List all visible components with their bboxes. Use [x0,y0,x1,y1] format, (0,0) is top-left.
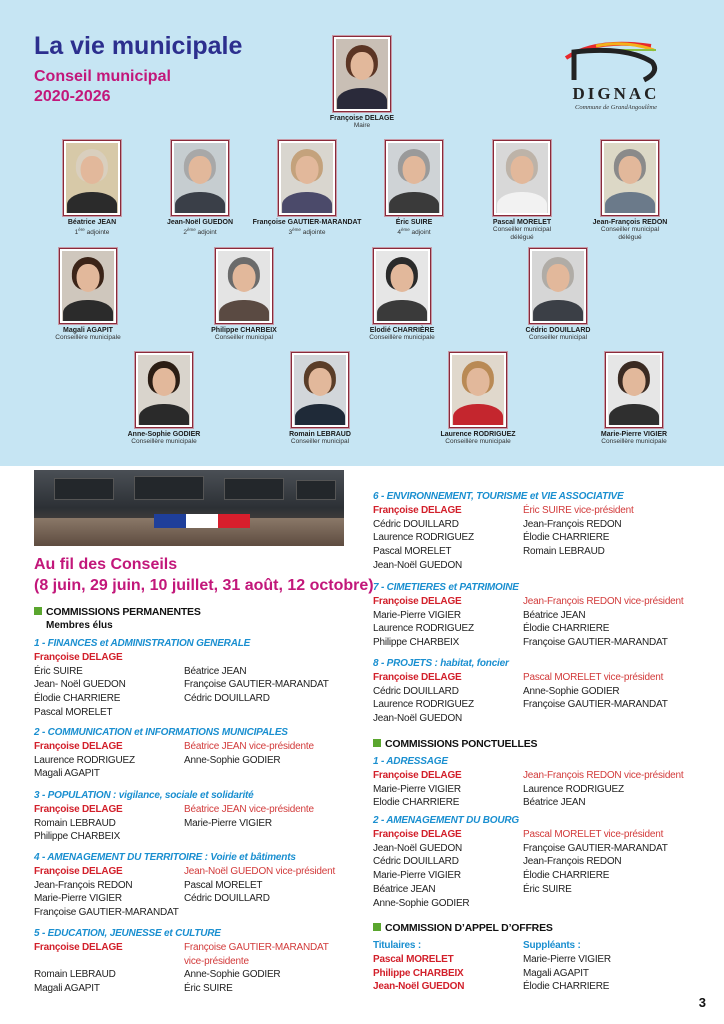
section-heading-ponctuelles: COMMISSIONS PONCTUELLES [373,738,537,750]
member-role: Conseillère municipale [369,334,435,341]
section-heading-permanentes: COMMISSIONS PERMANENTES [34,606,201,618]
member-name: Marie-Pierre VIGIER [600,431,668,438]
subtitle-line-1: Conseil municipal [34,68,171,85]
portrait-photo [278,140,336,216]
member-role: Conseillère municipale [131,438,197,445]
member-name: Pascal MORELET [492,219,552,226]
member-card [116,352,212,446]
member-role: 1ère adjointe [74,227,110,237]
member-row: Laurence RODRIGUEZ Élodie CHARRIERE [373,623,610,635]
president-row: Françoise DELAGE Jean-François REDON vice-président [373,769,684,781]
member-card [430,352,526,446]
member-card [252,140,362,237]
member-name: Jean-François REDON [592,219,668,226]
conseils-dates: (8 juin, 29 juin, 10 juillet, 31 août, 12 octobre) [34,577,374,594]
member-role: 3ème adjointe [288,227,326,237]
member-row: Philippe CHARBEIX Françoise GAUTIER-MARANDAT [373,637,668,649]
member-card [476,140,568,242]
green-square-icon [34,607,42,615]
portrait-photo [291,352,349,428]
portrait-photo [59,248,117,324]
member-role: Conseillère municipale [55,334,121,341]
member-row: Jean-Noël GUEDON Élodie CHARRIERE [373,981,610,993]
portrait-photo [373,248,431,324]
member-row: Jean- Noël GUEDON Françoise GAUTIER-MARANDAT [34,679,329,691]
member-role: Conseillère municipale [601,438,667,445]
commission-title: 4 - AMENAGEMENT DU TERRITOIRE : Voirie et bâtiments [34,852,296,863]
member-row: Laurence RODRIGUEZ Élodie CHARRIERE [373,532,610,544]
page-subtitle [34,67,171,107]
member-row: Marie-Pierre VIGIER Élodie CHARRIERE [373,870,610,882]
green-square-icon [373,923,381,931]
member-card [356,248,448,342]
member-row: Anne-Sophie GODIER [373,897,470,909]
commission-title: 2 - COMMUNICATION et INFORMATIONS MUNICIPALES [34,727,288,738]
portrait-photo [449,352,507,428]
president-row: Françoise DELAGE Françoise GAUTIER-MARANDAT [34,941,329,953]
member-row: Béatrice JEAN Éric SUIRE [373,883,572,895]
member-role: Conseiller municipal [528,334,588,341]
member-card [584,140,676,242]
president-row: Françoise DELAGE Béatrice JEAN vice-présidente [34,803,314,815]
member-row: Jean-Noël GUEDON Françoise GAUTIER-MARANDAT [373,842,668,854]
president-row: Françoise DELAGE Pascal MORELET vice-président [373,828,664,840]
portrait-photo [385,140,443,216]
commission-title: 1 - ADRESSAGE [373,756,448,767]
member-row: Marie-Pierre VIGIER Cédric DOUILLARD [34,893,270,905]
council-room-photo [34,470,344,546]
commission-7 [373,581,683,650]
french-flag-icon [154,514,250,528]
member-card [154,140,246,237]
appel-offres-list [373,939,611,994]
member-card [198,248,290,342]
member-card [274,352,366,446]
member-card [368,140,460,237]
member-card [512,248,604,342]
member-row: Éric SUIRE Béatrice JEAN [34,665,247,677]
member-name: Jean-Noël GUEDON [166,219,234,226]
ponctuelle-2 [373,814,668,911]
member-role: Conseiller municipal [492,226,552,233]
member-row: Élodie CHARRIERE Cédric DOUILLARD [34,693,270,705]
member-role: Conseiller municipal [290,438,350,445]
logo-word: DIGNAC [572,84,660,103]
member-role: 4ème adjoint [397,227,431,237]
member-name: Magali AGAPIT [63,327,113,334]
member-name: Béatrice JEAN [67,219,117,226]
member-row: Cédric DOUILLARD Jean-François REDON [373,518,622,530]
member-name: Laurence RODRIGUEZ [440,431,516,438]
conseils-title: Au fil des Conseils [34,556,178,573]
portrait-photo [333,36,391,112]
member-name: Anne-Sophie GODIER [127,431,201,438]
green-square-icon [373,739,381,747]
president-row: Françoise DELAGE Jean-François REDON vice-président [373,595,684,607]
member-row: Pascal MORELET [34,706,113,718]
member-row: Jean-Noël GUEDON [373,559,463,571]
portrait-photo [171,140,229,216]
member-name: Romain LEBRAUD [289,431,351,438]
member-role: Conseiller municipal [600,226,660,233]
member-role: délégué [510,234,534,241]
conseils-heading [34,554,374,596]
ponctuelle-1 [373,755,683,810]
commission-6 [373,490,634,573]
portrait-photo [215,248,273,324]
member-role: Maire [353,122,371,129]
member-row: Laurence RODRIGUEZ Françoise GAUTIER-MARANDAT [373,699,668,711]
subtitle-line-2: 2020-2026 [34,88,111,105]
member-row: Jean-Noël GUEDON [373,713,463,725]
member-row: Elodie CHARRIERE Béatrice JEAN [373,797,586,809]
member-name: Françoise DELAGE [329,115,395,122]
member-row: Françoise GAUTIER-MARANDAT [34,907,179,919]
member-row: Romain LEBRAUD Anne-Sophie GODIER [34,969,281,981]
commission-president: Françoise DELAGE [34,651,123,663]
member-row: Cédric DOUILLARD Jean-François REDON [373,856,622,868]
page-title: La vie municipale [34,32,243,60]
member-name: Cédric DOUILLARD [525,327,591,334]
portrait-photo [529,248,587,324]
member-row: Magali AGAPIT [34,768,100,780]
commission-title: 6 - ENVIRONNEMENT, TOURISME et VIE ASSOCIATIVE [373,491,624,502]
member-row: Pascal MORELET Marie-Pierre VIGIER [373,953,611,965]
president-row: Françoise DELAGE Éric SUIRE vice-président [373,504,634,516]
commission-title: 1 - FINANCES et ADMINISTRATION GENERALE [34,638,251,649]
commission-2 [34,726,314,781]
member-role: Conseillère municipale [445,438,511,445]
member-role: Conseiller municipal [214,334,274,341]
member-row: Jean-François REDON Pascal MORELET [34,879,263,891]
logo-subtitle: Commune de GrandAngoulême [575,104,657,111]
member-card [588,352,680,446]
member-row: Philippe CHARBEIX Magali AGAPIT [373,967,589,979]
member-name: Éric SUIRE [395,219,433,226]
commission-8 [373,657,668,726]
portrait-photo [63,140,121,216]
member-name: Elodié CHARRIÈRE [369,327,435,334]
membres-elus-label: Membres élus [46,620,113,631]
member-name: Françoise GAUTIER-MARANDAT [252,219,362,226]
member-row: Philippe CHARBEIX [34,831,121,843]
member-card [46,140,138,237]
page-number: 3 [698,995,706,1010]
member-mayor [312,36,412,130]
portrait-photo [493,140,551,216]
portrait-photo [601,140,659,216]
commission-title: 7 - CIMETIERES et PATRIMOINE [373,582,519,593]
member-name: Philippe CHARBEIX [211,327,277,334]
member-row: Marie-Pierre VIGIER Laurence RODRIGUEZ [373,783,624,795]
member-role: délégué [618,234,642,241]
commission-title: 3 - POPULATION : vigilance, sociale et solidarité [34,790,254,801]
vice-row: vice-présidente [184,955,249,967]
president-row: Françoise DELAGE Pascal MORELET vice-président [373,671,664,683]
president-row: Françoise DELAGE Béatrice JEAN vice-présidente [34,740,314,752]
member-row: Romain LEBRAUD Marie-Pierre VIGIER [34,817,272,829]
section-heading-appel-offres: COMMISSION D’APPEL D’OFFRES [373,922,553,934]
member-row: Magali AGAPIT Éric SUIRE [34,983,233,995]
portrait-photo [135,352,193,428]
commission-4 [34,851,335,920]
member-row: Pascal MORELET Romain LEBRAUD [373,546,605,558]
member-role: 2ème adjoint [183,227,217,237]
commission-title: 8 - PROJETS : habitat, foncier [373,658,509,669]
member-card [42,248,134,342]
portrait-photo [605,352,663,428]
commission-title: 5 - EDUCATION, JEUNESSE et CULTURE [34,928,221,939]
member-row: Laurence RODRIGUEZ Anne-Sophie GODIER [34,754,281,766]
commission-5 [34,927,329,996]
commission-3 [34,789,314,844]
commission-title: 2 - AMENAGEMENT DU BOURG [373,815,519,826]
member-row: Marie-Pierre VIGIER Béatrice JEAN [373,609,586,621]
commission-1 [34,637,329,720]
president-row: Françoise DELAGE Jean-Noël GUEDON vice-président [34,865,336,877]
label-row: Titulaires : Suppléants : [373,940,581,951]
member-row: Cédric DOUILLARD Anne-Sophie GODIER [373,685,620,697]
